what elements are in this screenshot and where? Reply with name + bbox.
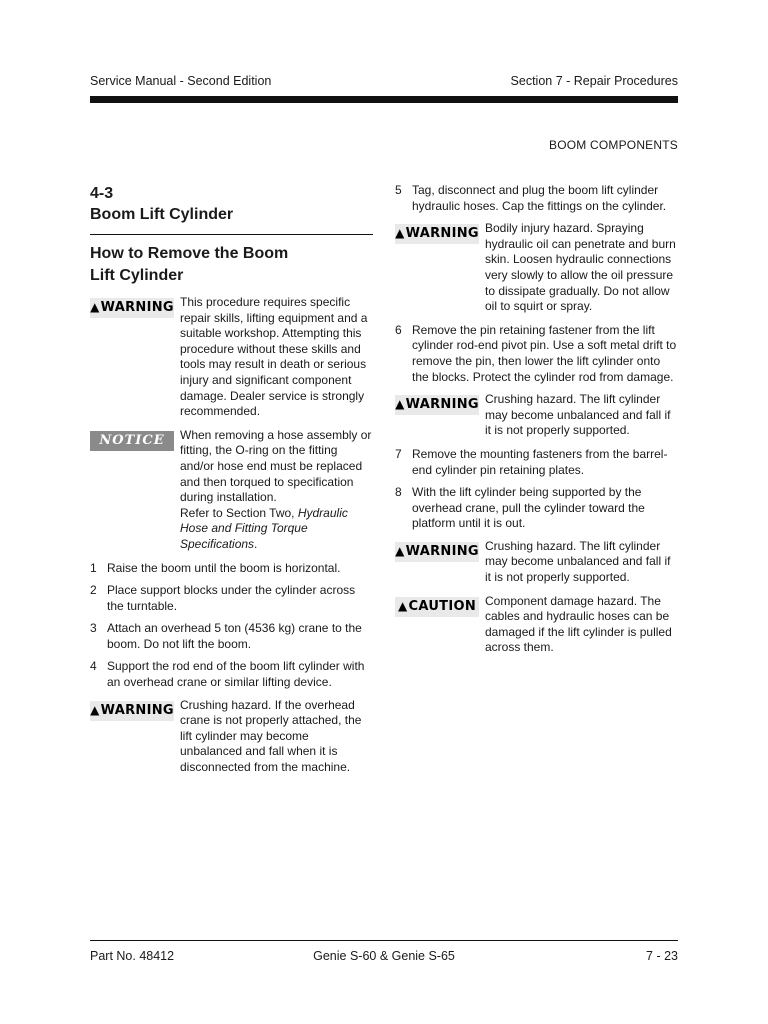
footer-rule bbox=[90, 940, 678, 941]
right-column bbox=[395, 183, 678, 664]
warning-callout bbox=[395, 539, 678, 586]
procedure-title bbox=[90, 243, 373, 287]
warning-triangle-icon: ▲ bbox=[90, 702, 100, 717]
step-text: Attach an overhead 5 ton (4536 kg) crane to the boom. Do not lift the boom. bbox=[107, 621, 362, 651]
warning-callout bbox=[395, 221, 678, 315]
procedure-title-line-1: How to Remove the Boom bbox=[90, 245, 289, 262]
step-item bbox=[395, 485, 678, 532]
caution-triangle-icon: ▲ bbox=[397, 598, 408, 613]
step-number: 8 bbox=[395, 485, 402, 500]
step-text: Remove the mounting fasteners from the barrel-end cylinder pin retaining plates. bbox=[412, 446, 668, 477]
step-item bbox=[395, 447, 678, 478]
footer-model: Genie S-60 & Genie S-65 bbox=[313, 949, 455, 963]
warning-badge bbox=[395, 395, 479, 415]
warning-badge bbox=[395, 224, 479, 244]
notice-ref-prefix: Refer to Section Two, bbox=[180, 505, 298, 520]
warning-callout bbox=[395, 392, 678, 439]
notice-ref-suffix: . bbox=[254, 536, 258, 551]
header-manual-title: Service Manual - Second Edition bbox=[90, 74, 272, 88]
warning-callout bbox=[90, 295, 373, 420]
step-number: 4 bbox=[90, 659, 97, 674]
section-number: 4-3 bbox=[90, 185, 114, 202]
step-text: Support the rod end of the boom lift cylinder with an overhead crane or similar lifting device. bbox=[107, 659, 365, 690]
section-title: Boom Lift Cylinder bbox=[90, 206, 234, 223]
step-item bbox=[90, 659, 373, 690]
caution-callout bbox=[395, 594, 678, 656]
section-label: BOOM COMPONENTS bbox=[548, 138, 678, 152]
step-number: 6 bbox=[395, 322, 402, 337]
notice-ref-title: Hydraulic Hose and Fitting Torque Specifications bbox=[180, 505, 348, 551]
procedure-title-line-2: Lift Cylinder bbox=[90, 267, 184, 284]
left-column bbox=[90, 183, 373, 784]
warning-label: WARNING bbox=[100, 300, 174, 316]
step-number: 1 bbox=[90, 560, 97, 575]
notice-text: When removing a hose assembly or fitting, the O-ring on the fitting and/or hose end must be replaced and then torqued to specification during installation. bbox=[180, 427, 372, 505]
caution-text: Component damage hazard. The cables and hydraulic hoses can be damaged if the lift cylinder is pulled across them. bbox=[485, 593, 672, 655]
warning-triangle-icon: ▲ bbox=[395, 397, 405, 412]
step-number: 3 bbox=[90, 621, 97, 636]
step-item bbox=[395, 323, 678, 385]
step-item bbox=[90, 561, 373, 577]
step-text: Raise the boom until the boom is horizontal. bbox=[107, 560, 341, 575]
warning-text: Bodily injury hazard. Spraying hydraulic oil can penetrate and burn skin. Loosen hydraulic connections very slowly to allow the oil pressure to dissipate gradually. Do not allow oil to squirt or spray. bbox=[485, 221, 676, 314]
warning-label: WARNING bbox=[100, 702, 174, 718]
step-item bbox=[90, 621, 373, 652]
warning-text: Crushing hazard. The lift cylinder may become unbalanced and fall if it is not properly supported. bbox=[485, 392, 671, 438]
warning-badge bbox=[90, 701, 174, 721]
step-text: Tag, disconnect and plug the boom lift cylinder hydraulic hoses. Cap the fittings on the cylinder. bbox=[412, 183, 667, 213]
footer-page-number: 7 - 23 bbox=[646, 949, 678, 963]
warning-label: WARNING bbox=[405, 397, 479, 413]
step-item bbox=[90, 583, 373, 614]
warning-text: Crushing hazard. The lift cylinder may become unbalanced and fall if it is not properly supported. bbox=[485, 538, 671, 585]
notice-text-block bbox=[180, 428, 373, 553]
warning-callout bbox=[90, 698, 373, 776]
footer-part-number: Part No. 48412 bbox=[90, 949, 175, 963]
warning-label: WARNING bbox=[405, 544, 479, 560]
header-rule bbox=[90, 96, 678, 103]
warning-text: Crushing hazard. If the overhead crane is not properly attached, the lift cylinder may become unbalanced and fall when it is disconnected from the machine. bbox=[180, 697, 362, 775]
step-number: 5 bbox=[395, 183, 402, 197]
section-rule bbox=[90, 234, 373, 235]
notice-badge bbox=[90, 431, 174, 451]
warning-label: WARNING bbox=[405, 226, 479, 242]
warning-badge bbox=[90, 298, 174, 318]
warning-triangle-icon: ▲ bbox=[395, 226, 405, 241]
warning-badge bbox=[395, 542, 479, 562]
header-section-title: Section 7 - Repair Procedures bbox=[510, 74, 678, 88]
step-text: Place support blocks under the cylinder across the turntable. bbox=[107, 583, 356, 613]
caution-badge bbox=[395, 597, 479, 617]
notice-label: NOTICE bbox=[99, 432, 165, 448]
warning-triangle-icon: ▲ bbox=[395, 544, 405, 559]
warning-text: This procedure requires specific repair skills, lifting equipment and a suitable workshop. Attempting this procedure without these skills and tools may result in death or serious injury and significant component damage. Dealer service is strongly recommended. bbox=[180, 295, 368, 419]
warning-triangle-icon: ▲ bbox=[90, 300, 100, 315]
step-item bbox=[395, 183, 678, 214]
notice-callout bbox=[90, 428, 373, 553]
step-number: 2 bbox=[90, 583, 97, 598]
step-text: With the lift cylinder being supported by the overhead crane, pull the cylinder toward the platform until it is out. bbox=[412, 485, 645, 531]
step-number: 7 bbox=[395, 446, 402, 461]
caution-label: CAUTION bbox=[408, 598, 477, 614]
step-text: Remove the pin retaining fastener from the lift cylinder rod-end pivot pin. Use a soft metal drift to remove the pin, then lower the lift cylinder onto the blocks. Protect the cylinder rod from damage. bbox=[412, 322, 677, 384]
